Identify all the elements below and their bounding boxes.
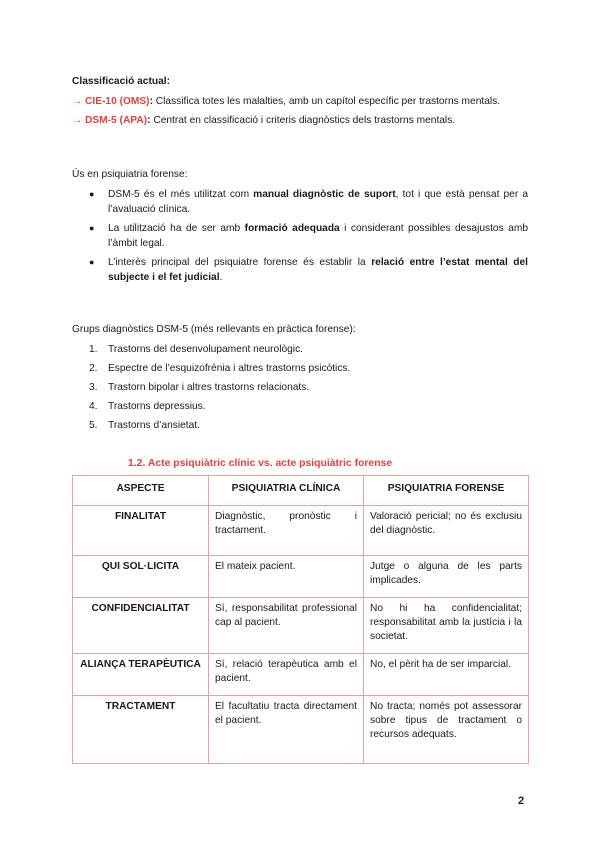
list-item: 3. Trastorn bipolar i altres trastorns relacionats. — [89, 382, 310, 393]
table-row — [73, 556, 529, 598]
dsm5-text: Centrat en classificació i criteris diagnòstics dels trastorns mentals. — [153, 115, 456, 126]
table-row — [73, 654, 529, 696]
table-cell: Sí, responsabilitat professional cap al pacient. — [209, 598, 364, 654]
row-header: TRACTAMENT — [73, 696, 209, 764]
table-header-row — [73, 476, 529, 506]
list-item: ● La utilització ha de ser amb formació adequada i considerant possibles desajustos amb l’àmbit legal. — [89, 223, 528, 249]
column-header: PSIQUIATRIA FORENSE — [364, 476, 529, 506]
diagnostic-groups-heading: Grups diagnòstics DSM-5 (més rellevants en pràctica forense): — [72, 324, 356, 335]
classification-item-dsm5: → DSM-5 (APA): Centrat en classificació i criteris diagnòstics dels trastorns mentals. — [72, 115, 456, 126]
list-item: ● DSM-5 és el més utilitzat com manual diagnòstic de suport, tot i que està pensat per a l’avaluació clínica. — [89, 189, 528, 215]
forensic-use-heading: Ús en psiquiatria forense: — [72, 169, 188, 180]
classification-item-cie10: → CIE-10 (OMS): Classifica totes les malalties, amb un capítol específic per trastorns mentals. — [72, 96, 501, 107]
table-cell: No, el pèrit ha de ser imparcial. — [364, 654, 529, 696]
arrow-icon: → — [72, 96, 83, 107]
page-number: 2 — [518, 795, 525, 807]
table-cell: Jutge o alguna de les parts implicades. — [364, 556, 529, 598]
table-cell: Sí, relació terapèutica amb el pacient. — [209, 654, 364, 696]
row-header: ALIANÇA TERAPÈUTICA — [73, 654, 209, 696]
row-header: FINALITAT — [73, 506, 209, 556]
list-item: 2. Espectre de l’esquizofrènia i altres trastorns psicòtics. — [89, 363, 351, 374]
forensic-use-list — [72, 187, 528, 285]
comparison-table — [72, 475, 529, 764]
list-item: 1. Trastorns del desenvolupament neurològic. — [89, 344, 303, 355]
section-title: 1.2. Acte psiquiàtric clínic vs. acte psiquiàtric forense — [128, 458, 393, 469]
list-item: 4. Trastorns depressius. — [89, 401, 206, 412]
dsm5-label: DSM-5 (APA) — [85, 115, 148, 126]
diagnostic-groups-section — [72, 322, 528, 437]
classification-section — [72, 74, 528, 128]
list-item: 5. Trastorns d’ansietat. — [89, 420, 200, 431]
forensic-use-section — [72, 167, 528, 289]
bullet-icon: ● — [89, 189, 95, 199]
arrow-icon: → — [72, 115, 83, 126]
table-cell: No hi ha confidencialitat; responsabilitat amb la justícia i la societat. — [364, 598, 529, 654]
row-header: QUI SOL·LICITA — [73, 556, 209, 598]
column-header: PSIQUIATRIA CLÍNICA — [209, 476, 364, 506]
bullet-icon: ● — [89, 257, 95, 267]
table-cell: No tracta; només pot assessorar sobre tipus de tractament o recursos adequats. — [364, 696, 529, 764]
table-cell: El facultatiu tracta directament el pacient. — [209, 696, 364, 764]
table-cell: Diagnòstic, pronòstic i tractament. — [209, 506, 364, 556]
diagnostic-groups-list — [72, 342, 528, 437]
table-cell: Valoració pericial; no és exclusiu del diagnòstic. — [364, 506, 529, 556]
list-item: ● L’interès principal del psiquiatre forense és establir la relació entre l’estat mental del subjecte i el fet judicial. — [89, 257, 528, 283]
column-header: ASPECTE — [73, 476, 209, 506]
table-row — [73, 506, 529, 556]
table-row — [73, 696, 529, 764]
table-row — [73, 598, 529, 654]
classification-heading: Classificació actual: — [72, 76, 170, 87]
cie10-label: CIE-10 (OMS) — [85, 96, 150, 107]
table-cell: El mateix pacient. — [209, 556, 364, 598]
cie10-text: Classifica totes les malalties, amb un capítol específic per trastorns mentals. — [155, 96, 501, 107]
bullet-icon: ● — [89, 223, 95, 233]
row-header: CONFIDENCIALITAT — [73, 598, 209, 654]
